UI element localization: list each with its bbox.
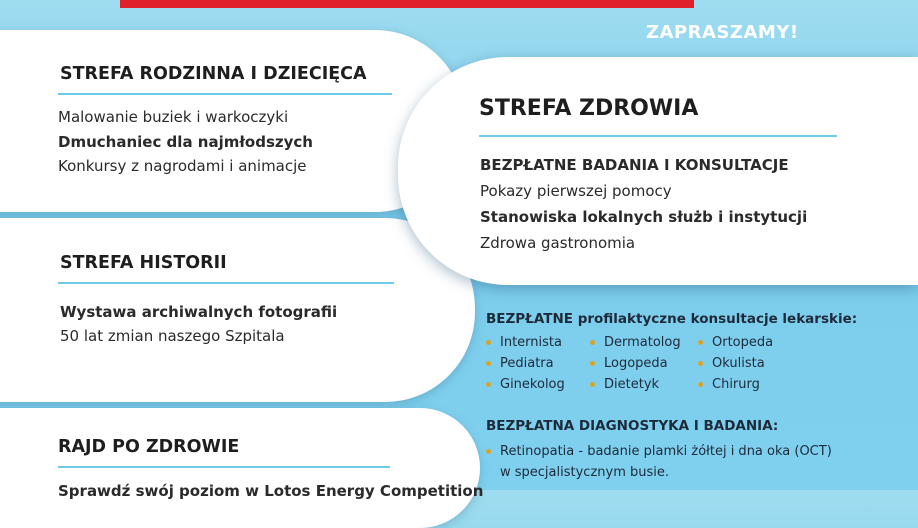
consultations-heading-strong: BEZPŁATNE — [486, 311, 573, 327]
family-item-3: Konkursy z nagrodami i animacje — [58, 157, 307, 175]
family-item-2: Dmuchaniec dla najmłodszych — [58, 133, 313, 151]
rally-partial-text: Sprawdź swój poziom w Lotos Energy Competition — [58, 482, 484, 500]
health-item-3: Stanowiska lokalnych służb i instytucji — [480, 208, 808, 226]
health-zone-title: STREFA ZDROWIA — [479, 96, 699, 121]
bullet-icon — [698, 361, 703, 366]
health-item-4: Zdrowa gastronomia — [480, 234, 636, 252]
bullet-icon — [698, 340, 703, 345]
diagnostics-item-continued: w specjalistycznym busie. — [500, 465, 670, 480]
specialist-item: Ortopeda — [698, 335, 773, 350]
bullet-icon — [698, 382, 703, 387]
specialist-item: Pediatra — [486, 356, 554, 371]
health-zone-rule — [479, 135, 837, 137]
family-item-1: Malowanie buziek i warkoczyki — [58, 108, 289, 126]
health-item-1: BEZPŁATNE BADANIA I KONSULTACJE — [480, 156, 789, 174]
rally-title: RAJD PO ZDROWIE — [58, 437, 240, 457]
diagnostics-item: Retinopatia - badanie plamki żółtej i dna oka (OCT) — [486, 444, 832, 459]
rally-card — [0, 408, 480, 528]
invite-text: ZAPRASZAMY! — [646, 22, 799, 43]
history-zone-rule — [58, 282, 394, 284]
bullet-icon — [486, 382, 491, 387]
diagnostics-heading: BEZPŁATNA DIAGNOSTYKA I BADANIA: — [486, 418, 779, 434]
specialist-item: Logopeda — [590, 356, 668, 371]
specialist-item: Dermatolog — [590, 335, 681, 350]
history-zone-title: STREFA HISTORII — [60, 253, 227, 273]
health-item-2: Pokazy pierwszej pomocy — [480, 182, 672, 200]
specialist-item: Chirurg — [698, 377, 760, 392]
top-red-banner — [120, 0, 694, 8]
family-zone-rule — [58, 93, 392, 95]
history-item-2: 50 lat zmian naszego Szpitala — [60, 327, 285, 345]
specialist-item: Dietetyk — [590, 377, 659, 392]
bullet-icon — [590, 382, 595, 387]
bullet-icon — [486, 449, 491, 454]
specialist-item: Ginekolog — [486, 377, 565, 392]
bullet-icon — [590, 361, 595, 366]
specialist-item: Okulista — [698, 356, 765, 371]
history-item-1: Wystawa archiwalnych fotografii — [60, 303, 338, 321]
bullet-icon — [486, 361, 491, 366]
bullet-icon — [590, 340, 595, 345]
consultations-heading-rest: profilaktyczne konsultacje lekarskie: — [577, 311, 858, 327]
rally-rule — [58, 466, 390, 468]
bullet-icon — [486, 340, 491, 345]
specialist-item: Internista — [486, 335, 562, 350]
family-zone-title: STREFA RODZINNA I DZIECIĘCA — [60, 64, 367, 84]
consultations-heading — [486, 311, 857, 327]
